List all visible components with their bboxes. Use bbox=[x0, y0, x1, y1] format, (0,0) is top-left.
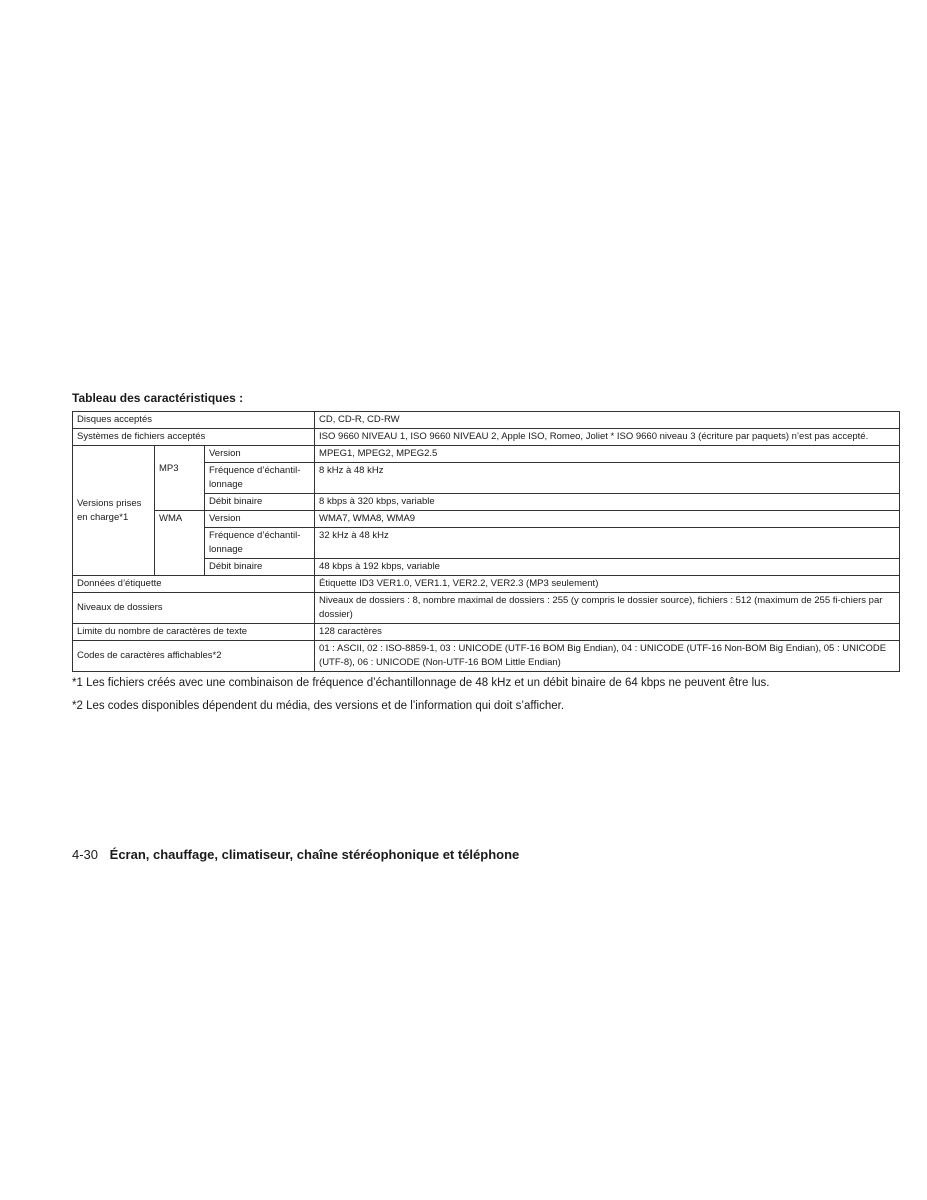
wma-version-value: WMA7, WMA8, WMA9 bbox=[315, 511, 900, 528]
table-row bbox=[73, 446, 900, 463]
wma-version-label: Version bbox=[205, 511, 315, 528]
page-footer bbox=[72, 847, 519, 862]
etiquette-label: Données d’étiquette bbox=[73, 576, 315, 593]
wma-debit-label: Débit binaire bbox=[205, 559, 315, 576]
etiquette-value: Étiquette ID3 VER1.0, VER1.1, VER2.2, VER2.3 (MP3 seulement) bbox=[315, 576, 900, 593]
mp3-debit-label: Débit binaire bbox=[205, 494, 315, 511]
specs-table bbox=[72, 411, 900, 672]
table-row bbox=[73, 429, 900, 446]
codes-label: Codes de caractères affichables*2 bbox=[73, 641, 315, 672]
limite-value: 128 caractères bbox=[315, 624, 900, 641]
systemes-label: Systèmes de fichiers acceptés bbox=[73, 429, 315, 446]
footnote-2: *2 Les codes disponibles dépendent du média, des versions et de l’information qui doit s’afficher. bbox=[72, 700, 565, 712]
wma-freq-label: Fréquence d’échantil-lonnage bbox=[205, 528, 315, 559]
mp3-label: MP3 bbox=[155, 446, 205, 511]
table-row bbox=[73, 641, 900, 672]
table-row bbox=[73, 412, 900, 429]
niveaux-label: Niveaux de dossiers bbox=[73, 593, 315, 624]
versions-label: Versions prises en charge*1 bbox=[73, 446, 155, 576]
wma-freq-value: 32 kHz à 48 kHz bbox=[315, 528, 900, 559]
disques-label: Disques acceptés bbox=[73, 412, 315, 429]
mp3-debit-value: 8 kbps à 320 kbps, variable bbox=[315, 494, 900, 511]
table-row bbox=[73, 576, 900, 593]
chapter-title: Écran, chauffage, climatiseur, chaîne stéréophonique et téléphone bbox=[109, 847, 520, 862]
mp3-freq-value: 8 kHz à 48 kHz bbox=[315, 463, 900, 494]
wma-label: WMA bbox=[155, 511, 205, 576]
table-row bbox=[73, 624, 900, 641]
table-row bbox=[73, 593, 900, 624]
section-title: Tableau des caractéristiques : bbox=[72, 391, 244, 405]
page-number: 4-30 bbox=[72, 847, 99, 862]
table-row bbox=[73, 511, 900, 528]
limite-label: Limite du nombre de caractères de texte bbox=[73, 624, 315, 641]
mp3-version-label: Version bbox=[205, 446, 315, 463]
footnote-1: *1 Les fichiers créés avec une combinaison de fréquence d’échantillonnage de 48 kHz et un débit binaire de 64 kbps ne peuvent être lus. bbox=[72, 677, 770, 689]
systemes-value: ISO 9660 NIVEAU 1, ISO 9660 NIVEAU 2, Apple ISO, Romeo, Joliet * ISO 9660 niveau 3 (écriture par paquets) n’est pas accepté. bbox=[315, 429, 900, 446]
mp3-version-value: MPEG1, MPEG2, MPEG2.5 bbox=[315, 446, 900, 463]
wma-debit-value: 48 kbps à 192 kbps, variable bbox=[315, 559, 900, 576]
disques-value: CD, CD-R, CD-RW bbox=[315, 412, 900, 429]
mp3-freq-label: Fréquence d’échantil-lonnage bbox=[205, 463, 315, 494]
niveaux-value: Niveaux de dossiers : 8, nombre maximal de dossiers : 255 (y compris le dossier source), fichiers : 512 (maximum de 255 fi-chiers par dossier) bbox=[315, 593, 900, 624]
codes-value: 01 : ASCII, 02 : ISO-8859-1, 03 : UNICODE (UTF-16 BOM Big Endian), 04 : UNICODE (UTF-16 Non-BOM Big Endian), 05 : UNICODE (UTF-8), 06 : UNICODE (Non-UTF-16 BOM Little Endian) bbox=[315, 641, 900, 672]
